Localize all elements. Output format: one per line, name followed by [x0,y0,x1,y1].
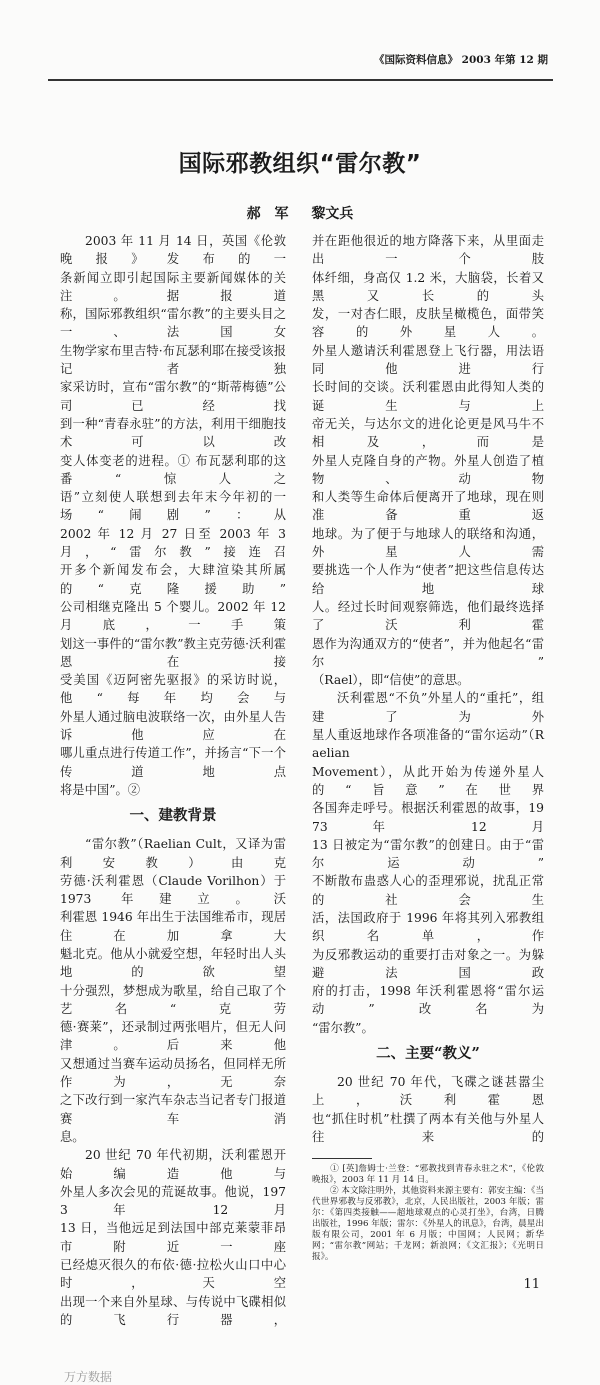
text-line: 恩作为沟通双方的“使者”，并为他起名“雷尔” [312,636,544,669]
text-line: 利霍恩 1946 年出生于法国维希市，现居住在加拿大 [60,910,286,943]
text-line: 体纤细，身高仅 1.2 米，大脑袋，长着又黑又长的头 [312,270,544,303]
section-heading: 二、主要“教义” [376,1045,480,1063]
running-header: 《国际资料信息》 2003 年第 12 期 [374,54,548,66]
text-line: 地球。为了便于与地球人的联络和沟通，外星人需 [312,526,544,560]
text-line: 受美国《迈阿密先驱报》的采访时说，他“每年均会与 [60,673,286,706]
text-line: （Rael），即“信使”的意思。 [312,673,470,688]
text-line: 十分强烈，梦想成为歌星，给自己取了个艺名“克劳 [60,983,286,1016]
text-line: 劳德·沃利霍恩（Claude Vorilhon）于 1973 年建立。沃 [60,873,286,907]
text-line: 变人体变老的进程。① 布瓦瑟利耶的这番“惊人之 [60,453,286,486]
text-line: 划这一事件的“雷尔教”教主克劳德·沃利霍恩在接 [60,636,286,669]
text-line: 13 日，当他远足到法国中部克莱蒙菲昂市附近一座 [60,1221,286,1254]
text-line: “雷尔教”（Raelian Cult，又译为雷利安教）由克 [60,837,286,870]
author: 郝 军 [246,206,289,222]
text-line: 已经熄灭很久的布依·德·拉松火山口中心时，天空 [60,1258,286,1291]
text-line: 2002 年 12 月 27 日至 2003 年 3 月，“雷尔教”接连召 [60,526,286,560]
footnote-mark: ① [330,1164,340,1175]
text-line: 家采访时，宣布“雷尔教”的“斯蒂梅德”公司已经找 [60,380,286,413]
text-line: 人。经过长时间观察筛选，他们最终选择了沃利霍 [312,599,544,633]
text-line: 也“抓住时机”杜撰了两本有关他与外星人往来的 [312,1111,544,1144]
text-line: 之下改行到一家汽车杂志当记者专门报道赛车消 [60,1093,286,1126]
header-rule [48,79,553,81]
right-column [312,232,544,1293]
footnote-rule [312,1158,372,1159]
text-line: 又想通过当赛车运动员扬名，但同样无所作为，无奈 [60,1056,286,1090]
text-line: 13 日被定为“雷尔教”的创建日。由于“雷尔运动” [312,837,544,871]
paragraph [312,232,544,689]
text-line: 息。 [60,1129,85,1144]
footnote-mark: ② [330,1186,339,1197]
text-line: 公司相继克隆出 5 个婴儿。2002 年 12 月底，一手策 [60,599,286,633]
text-line: 长时间的交谈。沃利霍恩由此得知人类的诞生与上 [312,380,544,413]
text-line: 出现一个来自外星球、与传说中飞碟相似的飞行器， [60,1294,286,1327]
text-line: 为反邪教运动的重要打击对象之一。为躲避法国政 [312,947,544,980]
footnote [312,1164,544,1186]
paragraph [60,232,286,799]
paragraph [312,689,544,1037]
section-heading: 一、建教背景 [129,807,217,825]
footnote-text: 本文除注明外，其他资料来源主要有：郭安主编：《当代世界邪教与反邪教》，北京，人民出版社，2003 年版；雷尔：《第四类接触——超地球观点的心灵打坐》，台湾，日腾出版社，1996 年版；雷尔：《外星人的讯息》，台湾，晨星出版有限公司，2001 年 6 月版；中国网；人民网；新华网；“雷尔教”网站；千龙网；新浪网；《文汇报》；《光明日报》。 [312,1186,544,1263]
text-line: 沃利霍恩“不负”外星人的“重托”，组建了为外 [312,691,544,724]
text-line: 各国奔走呼号。根据沃利霍恩的故事，1973 年 12 月 [312,801,544,834]
footnote-text: [英]詹姆士·兰登：“邪教找到青春永驻之术”，《伦敦晚报》，2003 年 11 月 14 日。 [312,1164,544,1186]
text-line: 条新闻立即引起国际主要新闻媒体的关注。据报道 [60,270,286,303]
text-line: 星人重返地球作各项准备的“雷尔运动”（Raelian [312,728,544,761]
paragraph [60,835,286,1146]
text-line: 要挑选一个人作为“使者”把这些信息传达给地球 [312,563,544,596]
text-line: 生物学家布里吉特·布瓦瑟利耶在接受该报记者独 [60,343,286,377]
text-line: 府的打击，1998 年沃利霍恩将“雷尔运动”改名为 [312,984,544,1017]
text-line: 不断散布蛊惑人心的歪理邪说，扰乱正常的社会生 [312,874,544,907]
text-line: Movement），从此开始为传递外星人的“旨意”在世界 [312,764,544,797]
text-line: 哪儿重点进行传道工作”，并扬言“下一个传道地点 [60,746,286,779]
authors [0,203,600,223]
text-line: 活，法国政府于 1996 年将其列入邪教组织名单，作 [312,910,544,944]
article-title: 国际邪教组织“雷尔教” [178,151,422,177]
text-line: 开多个新闻发布会，大肆渲染其所属的“克隆援助” [60,563,286,596]
text-line: 德·赛莱”，还录制过两张唱片，但无人问津。后来他 [60,1020,286,1053]
left-column [60,232,286,1385]
text-line: 外星人克隆自身的产物。外星人创造了植物、动物 [312,453,544,486]
footnote [312,1186,544,1263]
text-line: 2003 年 11 月 14 日，英国《伦敦晚报》发布的一 [60,234,286,267]
text-line: 并在距他很近的地方降落下来，从里面走出一个肢 [312,234,544,267]
page-number: 11 [523,1277,540,1293]
text-line: 外星人邀请沃利霍恩登上飞行器，用法语同他进行 [312,343,544,377]
text-line: 语”立刻使人联想到去年末今年初的一场“闹剧”：从 [60,490,286,523]
watermark: 万方数据 [64,1370,113,1385]
text-line: 到一种“青春永驻”的方法，利用干细胞技术可以改 [60,416,286,450]
text-line: 发，一对杏仁眼，皮肤呈橄榄色，面带笑容的外星人。 [312,307,544,340]
author: 黎文兵 [311,206,354,222]
text-line: 将是中国”。② [60,782,141,797]
text-line: 和人类等生命体后便离开了地球，现在则准备重返 [312,490,544,523]
paragraph [60,1146,286,1329]
text-line: 魁北克。他从小就爱空想，年轻时出人头地的欲望 [60,946,286,980]
paragraph [312,1073,544,1146]
text-line: 外星人多次会见的荒诞故事。他说，1973 年 12 月 [60,1184,286,1218]
text-line: 外星人通过脑电波联络一次，由外星人告诉他应在 [60,709,286,743]
text-line: 20 世纪 70 年代，飞碟之谜甚嚣尘上，沃利霍恩 [312,1075,544,1108]
text-line: “雷尔教”。 [312,1020,374,1035]
text-line: 帝无关，与达尔文的进化论更是风马牛不相及，而是 [312,416,544,450]
text-line: 20 世纪 70 年代初期，沃利霍恩开始编造他与 [60,1148,286,1181]
text-line: 称，国际邪教组织“雷尔教”的主要头目之一、法国女 [60,307,286,340]
